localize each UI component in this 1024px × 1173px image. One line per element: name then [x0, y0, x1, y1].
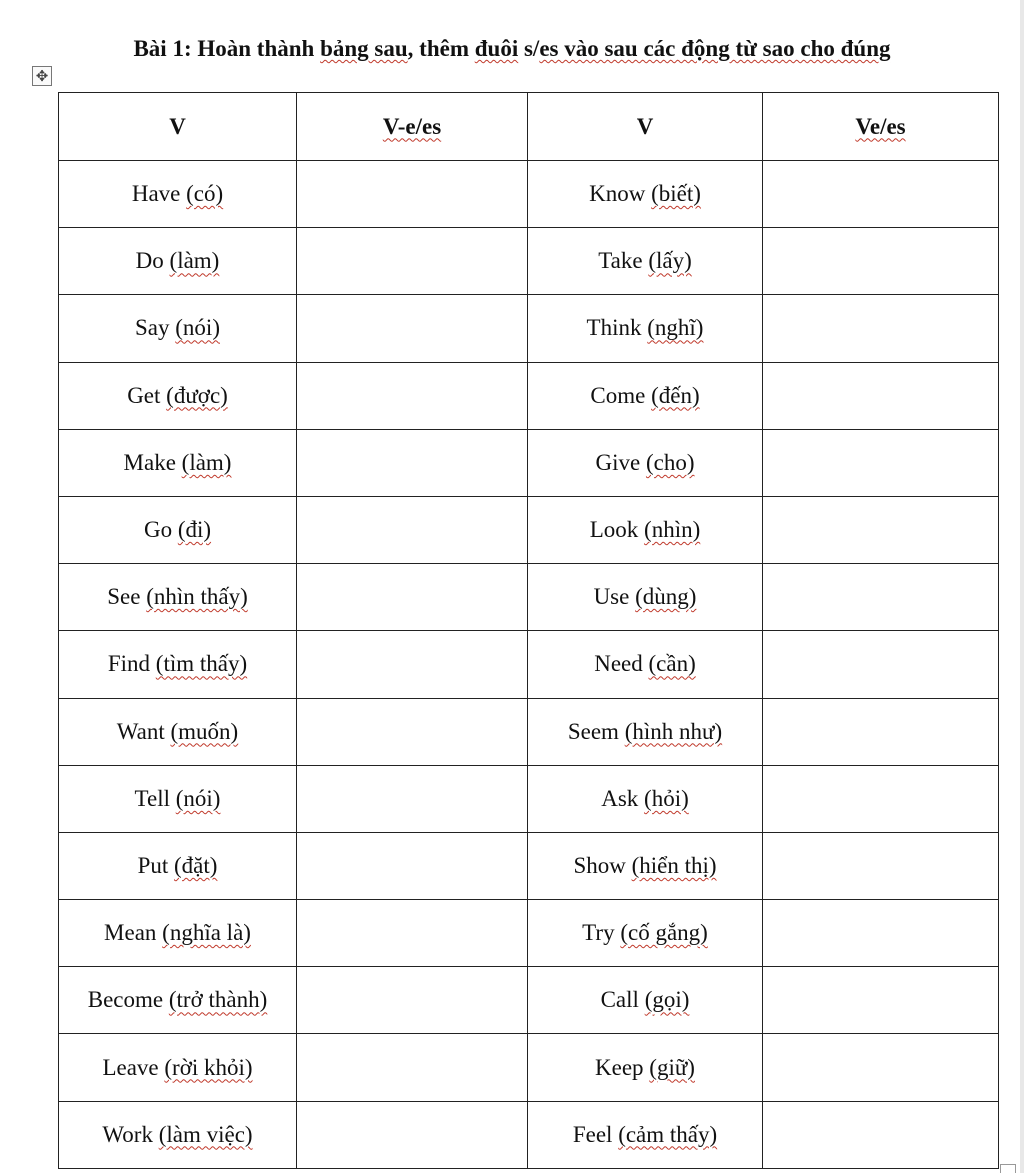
table-row — [59, 765, 999, 832]
answer-cell-right[interactable] — [763, 496, 999, 563]
verb-cell-right-gloss: (biết) — [651, 181, 701, 207]
verb-cell-left — [59, 228, 297, 295]
table-row — [59, 832, 999, 899]
verb-cell-left — [59, 832, 297, 899]
verb-cell-left-gloss: (đi) — [177, 517, 212, 543]
table-row — [59, 564, 999, 631]
verb-cell-left-word: Tell — [134, 785, 170, 811]
verb-cell-left — [59, 631, 297, 698]
answer-cell-left[interactable] — [297, 765, 528, 832]
exercise-title — [0, 36, 1024, 62]
verb-cell-right-gloss: (hình như) — [624, 718, 723, 744]
verb-cell-left-word: Get — [127, 382, 161, 408]
table-row — [59, 900, 999, 967]
verb-cell-right-word: Try — [582, 920, 615, 946]
verb-cell-left-word: See — [107, 584, 141, 610]
answer-cell-left[interactable] — [297, 496, 528, 563]
verb-cell-right — [528, 967, 763, 1034]
answer-cell-right[interactable] — [763, 362, 999, 429]
verb-cell-right — [528, 161, 763, 228]
verb-cell-right-gloss: (cần) — [648, 651, 696, 677]
answer-cell-left[interactable] — [297, 900, 528, 967]
title-word-duoi: đuôi — [474, 36, 519, 61]
verb-cell-right — [528, 228, 763, 295]
answer-cell-right[interactable] — [763, 765, 999, 832]
title-word-bang-sau: bảng sau — [320, 36, 408, 61]
title-word-rest: es vào sau các động từ sao cho đúng — [539, 36, 891, 61]
verb-cell-right-word: Ask — [601, 785, 639, 811]
header-v-2: V — [528, 93, 763, 161]
table-row — [59, 228, 999, 295]
verb-cell-right — [528, 429, 763, 496]
window-edge — [1020, 0, 1024, 1173]
verb-cell-right-word: Look — [589, 517, 639, 543]
table-row — [59, 1034, 999, 1101]
answer-cell-left[interactable] — [297, 161, 528, 228]
verb-cell-left-word: Go — [143, 517, 173, 543]
answer-cell-left[interactable] — [297, 228, 528, 295]
answer-cell-right[interactable] — [763, 161, 999, 228]
verb-cell-right-gloss: (dùng) — [635, 584, 697, 610]
verb-cell-left — [59, 967, 297, 1034]
answer-cell-left[interactable] — [297, 564, 528, 631]
verb-cell-right-gloss: (nghĩ) — [647, 315, 704, 341]
verb-cell-right — [528, 295, 763, 362]
table-row — [59, 496, 999, 563]
answer-cell-left[interactable] — [297, 429, 528, 496]
verb-cell-left-gloss: (muốn) — [170, 718, 239, 744]
verb-cell-left-gloss: (làm việc) — [158, 1121, 253, 1147]
answer-cell-right[interactable] — [763, 631, 999, 698]
move-icon[interactable]: ✥ — [32, 66, 52, 86]
verb-cell-right — [528, 496, 763, 563]
title-prefix: Bài 1: Hoàn thành — [133, 36, 321, 61]
title-mid-1: , thêm — [407, 36, 475, 61]
verb-cell-left-gloss: (trở thành) — [168, 987, 268, 1013]
verb-cell-right — [528, 832, 763, 899]
verb-cell-right-gloss: (cho) — [645, 449, 695, 475]
verb-cell-left-word: Want — [116, 718, 165, 744]
verb-cell-left-gloss: (được) — [166, 382, 228, 408]
verb-cell-right-gloss: (hỏi) — [644, 785, 689, 811]
answer-cell-left[interactable] — [297, 362, 528, 429]
verb-cell-right-gloss: (nhìn) — [644, 517, 701, 543]
answer-cell-right[interactable] — [763, 698, 999, 765]
verb-cell-left — [59, 698, 297, 765]
verb-cell-right-word: Show — [573, 852, 626, 878]
verb-cell-left-gloss: (tìm thấy) — [155, 651, 248, 677]
verb-cell-right-word: Take — [598, 248, 643, 274]
verb-cell-left-gloss: (rời khỏi) — [164, 1054, 253, 1080]
header-ves-1 — [297, 93, 528, 161]
verb-cell-left-word: Become — [87, 987, 164, 1013]
verb-cell-left-word: Do — [135, 248, 164, 274]
verb-cell-right — [528, 362, 763, 429]
verb-cell-right — [528, 1101, 763, 1168]
table-row — [59, 362, 999, 429]
title-mid-2: s/ — [518, 36, 540, 61]
answer-cell-right[interactable] — [763, 900, 999, 967]
answer-cell-left[interactable] — [297, 1034, 528, 1101]
verb-cell-right-word: Think — [586, 315, 642, 341]
verb-cell-left-gloss: (nghĩa là) — [162, 920, 251, 946]
answer-cell-right[interactable] — [763, 228, 999, 295]
table-row — [59, 967, 999, 1034]
verb-cell-left-word: Have — [131, 181, 181, 207]
verb-cell-left — [59, 295, 297, 362]
verb-table-body — [59, 161, 999, 1169]
verb-cell-right-word: Give — [595, 449, 641, 475]
verb-cell-left — [59, 765, 297, 832]
verb-cell-left-word: Make — [123, 449, 176, 475]
header-ves-2 — [763, 93, 999, 161]
verb-cell-right — [528, 698, 763, 765]
answer-cell-left[interactable] — [297, 295, 528, 362]
verb-cell-left-word: Say — [135, 315, 170, 341]
verb-cell-right-word: Feel — [572, 1121, 613, 1147]
verb-cell-right-word: Need — [594, 651, 643, 677]
verb-cell-left-gloss: (nói) — [175, 785, 221, 811]
answer-cell-left[interactable] — [297, 832, 528, 899]
verb-cell-left-gloss: (nhìn thấy) — [146, 584, 248, 610]
verb-cell-right-word: Come — [590, 382, 646, 408]
table-row — [59, 295, 999, 362]
answer-cell-right[interactable] — [763, 967, 999, 1034]
verb-cell-right-word: Seem — [567, 718, 619, 744]
verb-cell-right-word: Call — [600, 987, 639, 1013]
verb-cell-left — [59, 362, 297, 429]
answer-cell-right[interactable] — [763, 429, 999, 496]
verb-cell-right-gloss: (cố gắng) — [620, 920, 708, 946]
verb-cell-left — [59, 564, 297, 631]
table-row — [59, 1101, 999, 1168]
answer-cell-left[interactable] — [297, 967, 528, 1034]
verb-cell-left-word: Work — [102, 1121, 153, 1147]
verb-cell-right — [528, 631, 763, 698]
answer-cell-right[interactable] — [763, 1101, 999, 1168]
verb-cell-left-word: Mean — [104, 920, 157, 946]
verb-cell-left — [59, 900, 297, 967]
verb-cell-left — [59, 429, 297, 496]
verb-cell-left — [59, 1034, 297, 1101]
verb-cell-left-gloss: (làm) — [169, 248, 220, 274]
answer-cell-right[interactable] — [763, 1034, 999, 1101]
answer-cell-left[interactable] — [297, 698, 528, 765]
verb-cell-left-gloss: (đặt) — [174, 852, 218, 878]
verb-table — [58, 92, 999, 1169]
verb-cell-left-gloss: (nói) — [175, 315, 220, 341]
verb-cell-right — [528, 765, 763, 832]
answer-cell-left[interactable] — [297, 631, 528, 698]
verb-cell-right — [528, 900, 763, 967]
table-row — [59, 429, 999, 496]
verb-cell-right-word: Keep — [595, 1054, 644, 1080]
table-row — [59, 631, 999, 698]
answer-cell-right[interactable] — [763, 832, 999, 899]
answer-cell-left[interactable] — [297, 1101, 528, 1168]
answer-cell-right[interactable] — [763, 295, 999, 362]
verb-cell-right-word: Use — [593, 584, 630, 610]
verb-cell-left — [59, 1101, 297, 1168]
verb-cell-left — [59, 161, 297, 228]
verb-cell-left-gloss: (làm) — [181, 449, 232, 475]
verb-cell-right-word: Know — [589, 181, 646, 207]
table-row — [59, 698, 999, 765]
verb-cell-left-word: Put — [137, 852, 169, 878]
verb-cell-right-gloss: (cảm thấy) — [618, 1121, 718, 1147]
verb-cell-right — [528, 1034, 763, 1101]
header-v-1: V — [59, 93, 297, 161]
table-header-row — [59, 93, 999, 161]
verb-cell-left-word: Find — [107, 651, 151, 677]
header-ves-2-label: Ve/es — [855, 113, 906, 139]
header-ves-1-label: V-e/es — [382, 113, 442, 139]
verb-cell-left-word: Leave — [102, 1054, 159, 1080]
answer-cell-right[interactable] — [763, 564, 999, 631]
verb-cell-right-gloss: (giữ) — [649, 1054, 695, 1080]
scroll-marker — [1000, 1164, 1016, 1173]
verb-cell-right-gloss: (gọi) — [644, 987, 690, 1013]
table-row — [59, 161, 999, 228]
verb-cell-left — [59, 496, 297, 563]
verb-cell-right-gloss: (đến) — [651, 382, 700, 408]
verb-cell-left-gloss: (có) — [186, 181, 224, 207]
verb-cell-right-gloss: (lấy) — [648, 248, 692, 274]
verb-cell-right — [528, 564, 763, 631]
verb-cell-right-gloss: (hiển thị) — [631, 852, 717, 878]
